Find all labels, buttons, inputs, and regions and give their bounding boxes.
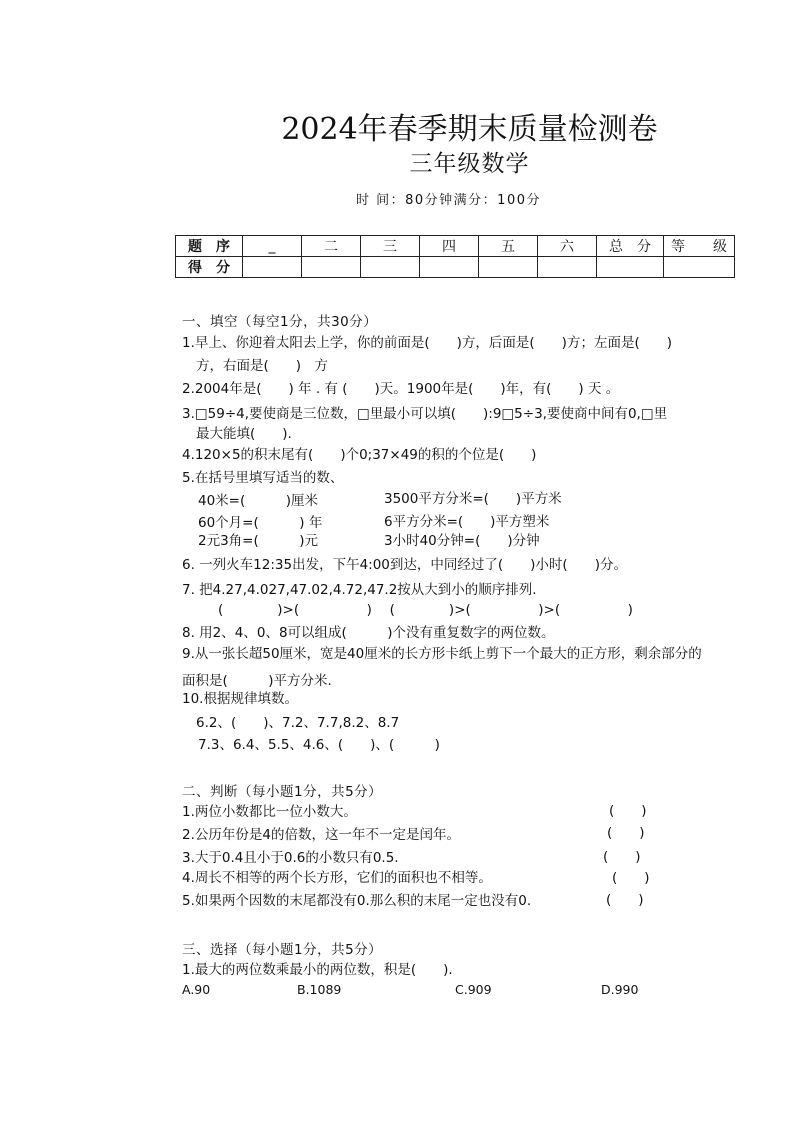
- choice-option-b: B.1089: [297, 982, 342, 997]
- score-header-cell: 四: [420, 236, 479, 257]
- judgment-item: 4.周长不相等的两个长方形，它们的面积也不相等。: [182, 870, 492, 886]
- score-cell[interactable]: [479, 257, 538, 278]
- judgment-item: 5.如果两个因数的末尾都没有0.那么积的末尾一定也没有0.: [182, 893, 532, 909]
- question-line: 9.从一张长超50厘米，宽是40厘米的长方形卡纸上剪下一个最大的正方形，剩余部分的: [182, 646, 702, 662]
- judgment-item: 1.两位小数都比一位小数大。: [182, 804, 357, 820]
- section-heading: 三、选择（每小题1分，共5分）: [182, 942, 383, 958]
- score-cell[interactable]: [664, 257, 735, 278]
- score-table-header-row: [176, 236, 735, 257]
- score-table: [175, 235, 735, 278]
- section-heading: 一、填空（每空1分，共30分）: [182, 314, 378, 330]
- question-line: 6.2、( )、7.2、7.7,8.2、8.7: [196, 715, 400, 731]
- exam-subtitle: 三年级数学: [409, 151, 530, 177]
- question-line: 6. 一列火车12:35出发，下午4:00到达，中同经过了( )小时( )分。: [182, 557, 627, 573]
- score-header-cell: 二: [302, 236, 361, 257]
- score-cell[interactable]: [538, 257, 597, 278]
- question-line: 3.□59÷4,要使商是三位数，□里最小可以填( ):9□5÷3,要使商中间有0,□里: [182, 406, 668, 422]
- judgment-item: 2.公历年份是4的倍数，这一年不一定是闰年。: [182, 827, 460, 843]
- question-line: 面积是( )平方分米.: [182, 673, 332, 689]
- question-line: 8. 用2、4、0、8可以组成( )个没有重复数字的两位数。: [182, 625, 555, 641]
- question-line: 60个月=( ) 年: [198, 515, 323, 531]
- score-header-cell: 六: [538, 236, 597, 257]
- question-line: 2元3角=( )元: [198, 533, 319, 549]
- answer-parentheses: ( ): [607, 825, 645, 841]
- question-line: 5.在括号里填写适当的数、: [182, 470, 344, 486]
- score-cell[interactable]: [597, 257, 664, 278]
- question-line: 2.2004年是( ) 年 . 有 ( )天。1900年是( )年，有( ) 天 。: [182, 381, 620, 397]
- question-line: 3小时40分钟=( )分钟: [384, 533, 540, 549]
- choice-option-c: C.909: [455, 982, 492, 997]
- score-header-cell: 总 分: [597, 236, 664, 257]
- time-info: 时 间：80分钟满分：100分: [356, 193, 541, 208]
- question-line: ( )>( ) ( )>( )>( ): [218, 602, 633, 618]
- score-row-label: 得 分: [176, 257, 243, 278]
- question-line: 1.早上、你迎着太阳去上学，你的前面是( )方，后面是( )方；左面是( ): [182, 335, 672, 351]
- score-header-cell: 题 序: [176, 236, 243, 257]
- score-cell[interactable]: [420, 257, 479, 278]
- score-cell[interactable]: [243, 257, 302, 278]
- question-line: 方，右面是( ) 方: [196, 358, 329, 374]
- exam-title: 2024年春季期末质量检测卷: [281, 112, 658, 147]
- score-header-cell: 三: [361, 236, 420, 257]
- question-line: 4.120×5的积末尾有( )个0;37×49的积的个位是( ): [182, 447, 537, 463]
- section-heading: 二、判断（每小题1分，共5分）: [182, 784, 383, 800]
- choice-option-a: A.90: [182, 982, 211, 997]
- question-line: 最大能填( ).: [196, 426, 292, 442]
- question-line: 3500平方分米=( )平方米: [384, 491, 562, 507]
- score-table-score-row: [176, 257, 735, 278]
- question-line: 40米=( )厘米: [198, 493, 319, 509]
- answer-parentheses: ( ): [603, 849, 641, 865]
- answer-parentheses: ( ): [609, 803, 647, 819]
- score-header-cell: 五: [479, 236, 538, 257]
- question-line: 7. 把4.27,4.027,47.02,4.72,47.2按从大到小的顺序排列.: [182, 582, 537, 598]
- answer-parentheses: ( ): [612, 870, 650, 886]
- question-line: 6平方分米=( )平方塑米: [384, 514, 550, 530]
- answer-parentheses: ( ): [606, 892, 644, 908]
- score-header-cell: _: [243, 236, 302, 257]
- choice-question: 1.最大的两位数乘最小的两位数，积是( ).: [182, 962, 453, 978]
- score-cell[interactable]: [302, 257, 361, 278]
- question-line: 10.根据规律填数。: [182, 691, 298, 707]
- score-cell[interactable]: [361, 257, 420, 278]
- question-line: 7.3、6.4、5.5、4.6、( )、( ): [198, 737, 440, 753]
- score-header-cell: 等 级: [664, 236, 735, 257]
- choice-option-d: D.990: [601, 982, 639, 997]
- judgment-item: 3.大于0.4且小于0.6的小数只有0.5.: [182, 850, 399, 866]
